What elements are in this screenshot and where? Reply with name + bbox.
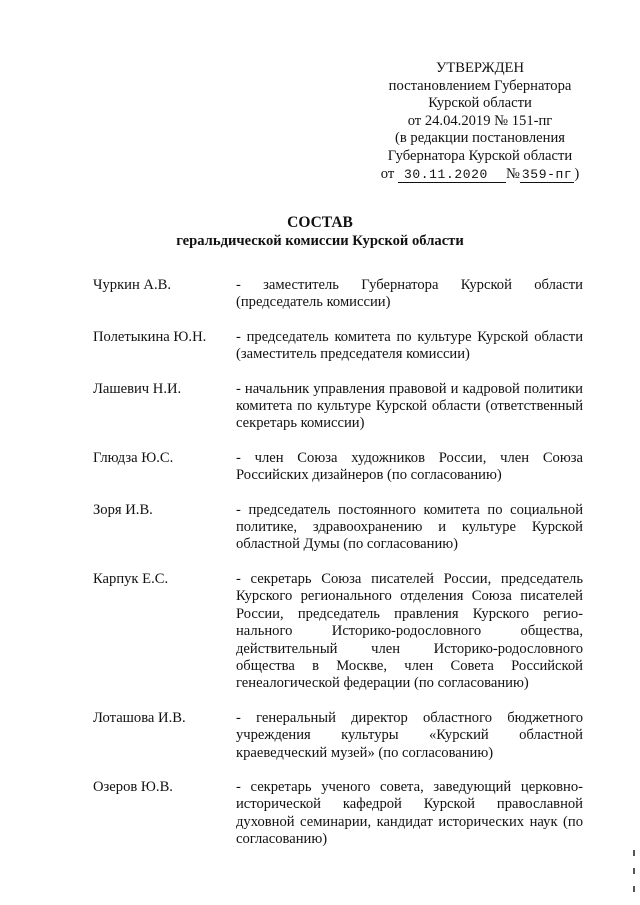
list-item: [93, 779, 583, 849]
number-sign: №: [505, 165, 520, 182]
scan-edge-mark: [633, 850, 635, 856]
member-name: Лашевич Н.И.: [93, 380, 182, 397]
document-subtitle: геральдической комиссии Курской области: [176, 233, 464, 249]
member-name: Полетыкина Ю.Н.: [93, 328, 207, 345]
document-title: СОСТАВ: [287, 214, 353, 231]
scan-edge-mark: [633, 868, 635, 874]
member-name: Глюдза Ю.С.: [93, 449, 174, 466]
member-role: - заместитель Губернатора Курской области (председатель комиссии): [236, 277, 583, 311]
member-name: Лоташова И.В.: [93, 709, 186, 726]
approval-heading: УТВЕРЖДЕН: [436, 60, 524, 76]
list-item: [93, 502, 583, 554]
member-role: - начальник управления правовой и кадровой политики комитета по культуре Курской области (ответственный секретарь комиссии): [236, 380, 583, 432]
approval-line-5: Губернатора Курской области: [387, 147, 573, 164]
approval-line-2: Курской области: [428, 95, 532, 112]
list-item: [93, 329, 583, 364]
member-role: - секретарь Союза писателей России, председатель Курского регионального отделения Союза писателей России, председатель правления Курского регио-нального Историко-родословного общества, действительный член Историко-родословного общества в Москве, член Совета Российской генеалогической федерации (по согласованию): [236, 570, 583, 692]
members-list: [93, 277, 583, 866]
list-item: [93, 277, 583, 312]
member-name: Зоря И.В.: [93, 501, 153, 518]
list-item: [93, 571, 583, 693]
list-item: [93, 381, 583, 433]
member-name: Озеров Ю.В.: [93, 778, 173, 795]
list-item: [93, 710, 583, 762]
approval-block: [380, 60, 580, 183]
member-role: - генеральный директор областного бюджетного учреждения культуры «Курский областной краеведческий музей» (по согласованию): [236, 709, 583, 761]
amendment-number: 359-пг: [521, 166, 573, 182]
approval-line-3: от 24.04.2019 № 151-пг: [407, 112, 553, 129]
member-role: - секретарь ученого совета, заведующий церковно-исторической кафедрой Курской православной духовной семинарии, кандидат исторических наук (по согласованию): [236, 778, 583, 848]
approval-line-1: постановлением Губернатора: [388, 77, 572, 94]
closing-paren: ): [574, 165, 580, 182]
member-name: Карпук Е.С.: [93, 570, 169, 587]
amendment-line: [380, 166, 580, 184]
date-prefix: от: [380, 165, 395, 182]
member-name: Чуркин А.В.: [93, 277, 172, 293]
amendment-date: 30.11.2020: [398, 168, 506, 183]
member-role: - член Союза художников России, член Союза Российских дизайнеров (по согласованию): [236, 449, 583, 484]
member-role: - председатель постоянного комитета по социальной политике, здравоохранению и культуре Курской областной Думы (по согласованию): [236, 501, 583, 553]
document-title-block: [0, 213, 640, 251]
member-role: - председатель комитета по культуре Курской области (заместитель председателя комиссии): [236, 328, 583, 363]
scan-edge-mark: [633, 886, 635, 892]
list-item: [93, 450, 583, 485]
approval-line-4: (в редакции постановления: [395, 130, 565, 147]
